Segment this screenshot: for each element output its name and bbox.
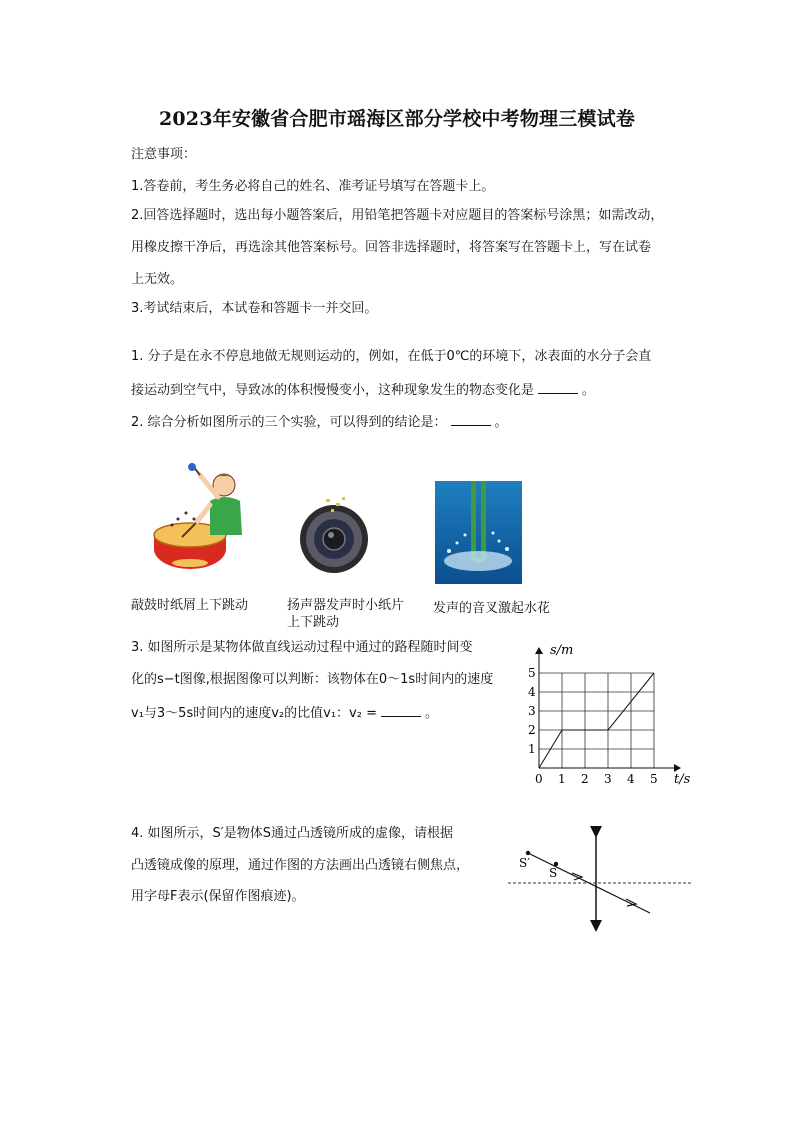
y-tick-label: 5 — [528, 666, 536, 680]
q3-text: v₁与3～5s时间内的速度v₂的比值v₁：v₂ = — [131, 706, 377, 721]
y-tick-label: 4 — [528, 685, 536, 699]
q2-text: 2. 综合分析如图所示的三个实验，可以得到的结论是： — [131, 415, 447, 430]
drum-figure — [148, 463, 248, 581]
notice-item: 上无效。 — [131, 272, 184, 287]
q1-answer-blank[interactable] — [538, 381, 578, 394]
x-tick-label: 3 — [604, 772, 612, 786]
q1-text: 接运动到空气中，导致冰的体积慢慢变小，这种现象发生的物态变化是 — [131, 383, 535, 398]
x-tick-label: 4 — [627, 772, 635, 786]
notice-item: 1.答卷前，考生务必将自己的姓名、准考证号填写在答题卡上。 — [131, 179, 495, 194]
y-tick-label: 2 — [528, 723, 536, 737]
q4-line1: 4. 如图所示，S′是物体S通过凸透镜所成的虚像，请根据 — [131, 826, 453, 841]
q3-tail: 。 — [424, 706, 438, 721]
st-chart — [520, 638, 695, 788]
caption-speaker: 扬声器发声时小纸片 — [287, 598, 405, 613]
tuning-fork-figure — [435, 481, 522, 584]
q1-line2 — [131, 381, 595, 399]
notice-item: 用橡皮擦干净后，再选涂其他答案标号。回答非选择题时，将答案写在答题卡上，写在试卷 — [131, 240, 652, 255]
x-tick-label: 0 — [535, 772, 543, 786]
q3-answer-blank[interactable] — [381, 704, 421, 717]
notice-item: 3.考试结束后，本试卷和答题卡一并交回。 — [131, 301, 378, 316]
q4-line2: 凸透镜成像的原理，通过作图的方法画出凸透镜右侧焦点， — [131, 858, 470, 873]
y-axis-label: s/m — [550, 643, 574, 658]
x-tick-label: 2 — [581, 772, 589, 786]
q2-line — [131, 413, 508, 431]
y-tick-label: 3 — [528, 704, 536, 718]
q1-tail: 。 — [582, 383, 596, 398]
x-tick-label: 1 — [558, 772, 566, 786]
q2-tail: 。 — [494, 415, 508, 430]
label-s: S — [549, 866, 558, 880]
notice-item: 2.回答选择题时，选出每小题答案后，用铅笔把答题卡对应题目的答案标号涂黑；如需改动， — [131, 208, 664, 223]
page-title: 2023年安徽省合肥市瑶海区部分学校中考物理三模试卷 — [158, 108, 636, 130]
label-s-prime: S′ — [519, 856, 530, 870]
notice-heading: 注意事项： — [131, 147, 197, 162]
q4-line3: 用字母F表示(保留作图痕迹)。 — [131, 889, 305, 904]
lens-diagram — [500, 820, 700, 935]
q1-line1: 1. 分子是在永不停息地做无规则运动的，例如，在低于0℃的环境下，冰表面的水分子会直 — [131, 349, 652, 364]
caption-drum: 敲鼓时纸屑上下跳动 — [131, 598, 249, 613]
caption-tuning-fork: 发声的音叉激起水花 — [433, 601, 551, 616]
q3-line3 — [131, 704, 438, 722]
data-line — [539, 673, 654, 768]
q3-line1: 3. 如图所示是某物体做直线运动过程中通过的路程随时间变 — [131, 640, 473, 655]
image-point — [526, 851, 530, 855]
light-ray — [528, 853, 650, 913]
q3-line2: 化的s−t图像,根据图像可以判断：该物体在0～1s时间内的速度 — [131, 672, 494, 687]
caption-speaker-2: 上下跳动 — [287, 615, 340, 630]
y-tick-label: 1 — [528, 742, 536, 756]
speaker-figure — [296, 495, 372, 575]
x-tick-label: 5 — [650, 772, 658, 786]
q2-answer-blank[interactable] — [451, 413, 491, 426]
x-axis-label: t/s — [674, 772, 691, 787]
